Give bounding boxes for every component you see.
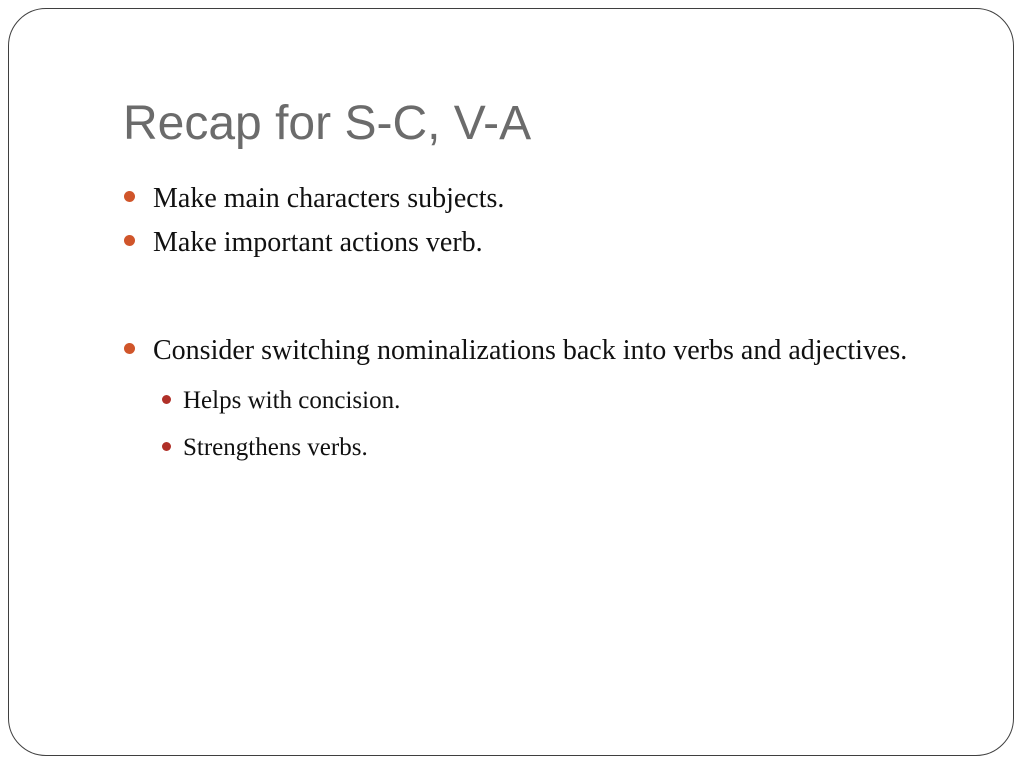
bullet-item [123,221,923,265]
bullet-item [123,329,923,471]
bullet-dot-icon [124,191,135,202]
sub-bullet-dot-icon [162,442,171,451]
sub-bullet-item [153,377,923,424]
sub-bullet-text: Helps with concision. [183,387,401,414]
bullet-item [123,177,923,221]
bullet-text: Consider switching nominalizations back into verbs and adjectives. [153,335,908,366]
slide-frame [8,8,1014,756]
bullet-text: Make main characters subjects. [153,183,505,214]
bullet-list [123,177,923,471]
bullet-dot-icon [124,235,135,246]
sub-bullet-text: Strengthens verbs. [183,434,368,461]
sub-bullet-dot-icon [162,395,171,404]
slide-title: Recap for S-C, V-A [123,97,532,150]
sub-bullet-list [153,377,923,471]
bullet-text: Make important actions verb. [153,227,483,258]
bullet-dot-icon [124,343,135,354]
sub-bullet-item [153,424,923,471]
